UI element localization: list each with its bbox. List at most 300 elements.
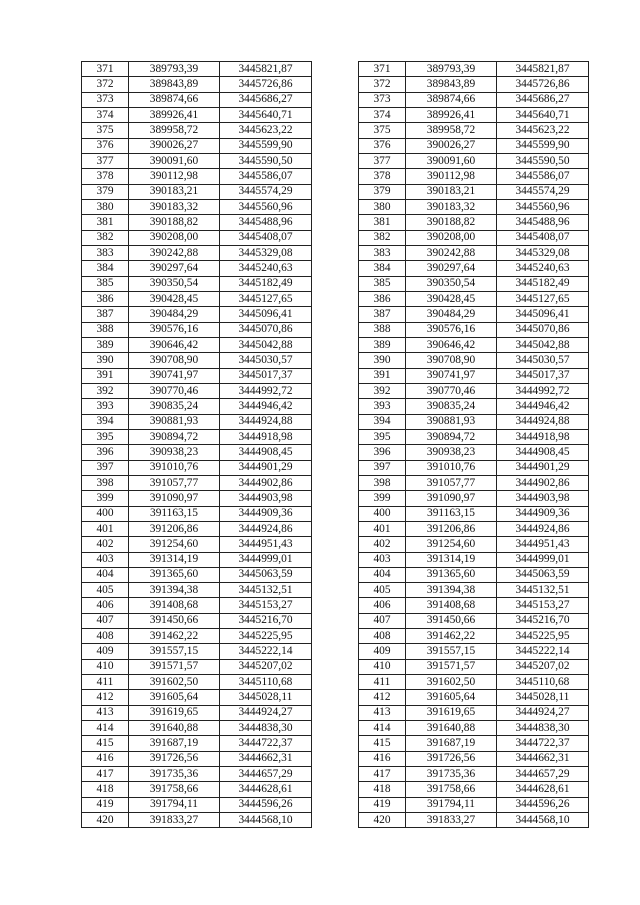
y-coordinate-cell: 3444657,29 [497,767,589,782]
table-row [82,123,312,138]
x-coordinate-cell: 391394,38 [129,583,220,598]
table-row [359,445,589,460]
table-row [359,307,589,322]
coordinate-table-left-body [82,62,312,828]
x-coordinate-cell: 391314,19 [406,552,497,567]
y-coordinate-cell: 3445042,88 [497,337,589,352]
y-coordinate-cell: 3444924,27 [497,705,589,720]
table-row [359,291,589,306]
point-number-cell: 411 [359,675,406,690]
table-row [359,767,589,782]
x-coordinate-cell: 390770,46 [406,383,497,398]
y-coordinate-cell: 3445017,37 [220,368,312,383]
point-number-cell: 416 [82,751,129,766]
y-coordinate-cell: 3445153,27 [220,598,312,613]
x-coordinate-cell: 390183,32 [406,199,497,214]
y-coordinate-cell: 3444924,88 [497,414,589,429]
table-row [359,245,589,260]
y-coordinate-cell: 3444999,01 [497,552,589,567]
point-number-cell: 380 [359,199,406,214]
point-number-cell: 381 [359,215,406,230]
table-row [359,537,589,552]
y-coordinate-cell: 3445182,49 [220,276,312,291]
x-coordinate-cell: 390297,64 [129,261,220,276]
point-number-cell: 382 [82,230,129,245]
x-coordinate-cell: 391687,19 [406,736,497,751]
point-number-cell: 412 [82,690,129,705]
y-coordinate-cell: 3445590,50 [220,153,312,168]
table-row [359,368,589,383]
table-row [82,690,312,705]
point-number-cell: 410 [359,659,406,674]
y-coordinate-cell: 3445182,49 [497,276,589,291]
y-coordinate-cell: 3444596,26 [220,797,312,812]
table-row [82,567,312,582]
y-coordinate-cell: 3444722,37 [497,736,589,751]
y-coordinate-cell: 3445017,37 [497,368,589,383]
point-number-cell: 385 [82,276,129,291]
y-coordinate-cell: 3445030,57 [497,353,589,368]
y-coordinate-cell: 3445110,68 [497,675,589,690]
table-row [359,751,589,766]
point-number-cell: 418 [359,782,406,797]
table-row [82,797,312,812]
x-coordinate-cell: 391462,22 [406,629,497,644]
point-number-cell: 401 [82,521,129,536]
point-number-cell: 397 [359,460,406,475]
table-row [82,445,312,460]
point-number-cell: 371 [359,62,406,77]
y-coordinate-cell: 3444628,61 [497,782,589,797]
point-number-cell: 413 [359,705,406,720]
y-coordinate-cell: 3445574,29 [497,184,589,199]
x-coordinate-cell: 391206,86 [406,521,497,536]
y-coordinate-cell: 3444946,42 [497,399,589,414]
point-number-cell: 378 [359,169,406,184]
x-coordinate-cell: 390091,60 [129,153,220,168]
y-coordinate-cell: 3445560,96 [220,199,312,214]
x-coordinate-cell: 391571,57 [406,659,497,674]
y-coordinate-cell: 3445070,86 [497,322,589,337]
y-coordinate-cell: 3445640,71 [497,107,589,122]
x-coordinate-cell: 390484,29 [129,307,220,322]
y-coordinate-cell: 3444908,45 [497,445,589,460]
x-coordinate-cell: 391602,50 [406,675,497,690]
y-coordinate-cell: 3445207,02 [220,659,312,674]
y-coordinate-cell: 3445821,87 [497,62,589,77]
x-coordinate-cell: 390428,45 [129,291,220,306]
y-coordinate-cell: 3445640,71 [220,107,312,122]
point-number-cell: 386 [82,291,129,306]
x-coordinate-cell: 390646,42 [129,337,220,352]
table-row [359,675,589,690]
x-coordinate-cell: 391057,77 [406,475,497,490]
point-number-cell: 390 [82,353,129,368]
x-coordinate-cell: 391314,19 [129,552,220,567]
x-coordinate-cell: 391758,66 [129,782,220,797]
point-number-cell: 372 [82,77,129,92]
y-coordinate-cell: 3444909,36 [220,506,312,521]
table-row [82,813,312,828]
y-coordinate-cell: 3445574,29 [220,184,312,199]
point-number-cell: 387 [82,307,129,322]
table-row [82,629,312,644]
table-row [82,782,312,797]
x-coordinate-cell: 390576,16 [406,322,497,337]
table-row [82,77,312,92]
point-number-cell: 387 [359,307,406,322]
table-row [82,598,312,613]
x-coordinate-cell: 390881,93 [406,414,497,429]
y-coordinate-cell: 3445560,96 [497,199,589,214]
x-coordinate-cell: 391163,15 [129,506,220,521]
point-number-cell: 371 [82,62,129,77]
table-row [82,552,312,567]
x-coordinate-cell: 390188,82 [129,215,220,230]
x-coordinate-cell: 390183,32 [129,199,220,214]
point-number-cell: 405 [82,583,129,598]
y-coordinate-cell: 3445623,22 [220,123,312,138]
x-coordinate-cell: 390112,98 [129,169,220,184]
table-row [82,383,312,398]
point-number-cell: 402 [359,537,406,552]
y-coordinate-cell: 3445590,50 [497,153,589,168]
table-row [359,690,589,705]
y-coordinate-cell: 3444992,72 [220,383,312,398]
x-coordinate-cell: 390646,42 [406,337,497,352]
point-number-cell: 383 [359,245,406,260]
y-coordinate-cell: 3445408,07 [220,230,312,245]
table-row [82,583,312,598]
y-coordinate-cell: 3444946,42 [220,399,312,414]
x-coordinate-cell: 391619,65 [406,705,497,720]
table-row [82,230,312,245]
y-coordinate-cell: 3444657,29 [220,767,312,782]
point-number-cell: 419 [359,797,406,812]
y-coordinate-cell: 3444838,30 [497,721,589,736]
table-row [82,414,312,429]
y-coordinate-cell: 3445225,95 [220,629,312,644]
y-coordinate-cell: 3445070,86 [220,322,312,337]
table-row [359,552,589,567]
y-coordinate-cell: 3445132,51 [497,583,589,598]
y-coordinate-cell: 3444951,43 [497,537,589,552]
table-row [82,721,312,736]
x-coordinate-cell: 391735,36 [406,767,497,782]
table-row [359,644,589,659]
x-coordinate-cell: 389793,39 [406,62,497,77]
x-coordinate-cell: 391833,27 [406,813,497,828]
point-number-cell: 382 [359,230,406,245]
point-number-cell: 393 [82,399,129,414]
coordinate-table-right-body [359,62,589,828]
x-coordinate-cell: 391640,88 [129,721,220,736]
x-coordinate-cell: 390894,72 [406,429,497,444]
table-row [82,767,312,782]
point-number-cell: 408 [359,629,406,644]
point-number-cell: 392 [82,383,129,398]
table-row [82,62,312,77]
x-coordinate-cell: 391619,65 [129,705,220,720]
x-coordinate-cell: 391010,76 [129,460,220,475]
table-row [359,215,589,230]
table-row [82,736,312,751]
table-row [82,138,312,153]
y-coordinate-cell: 3444628,61 [220,782,312,797]
table-row [359,169,589,184]
y-coordinate-cell: 3445329,08 [220,245,312,260]
y-coordinate-cell: 3444924,86 [220,521,312,536]
table-row [82,153,312,168]
y-coordinate-cell: 3445110,68 [220,675,312,690]
y-coordinate-cell: 3444918,98 [220,429,312,444]
point-number-cell: 384 [359,261,406,276]
point-number-cell: 407 [359,613,406,628]
point-number-cell: 372 [359,77,406,92]
point-number-cell: 398 [359,475,406,490]
x-coordinate-cell: 390576,16 [129,322,220,337]
y-coordinate-cell: 3445028,11 [497,690,589,705]
table-row [359,782,589,797]
y-coordinate-cell: 3444999,01 [220,552,312,567]
point-number-cell: 417 [359,767,406,782]
x-coordinate-cell: 390835,24 [406,399,497,414]
y-coordinate-cell: 3444992,72 [497,383,589,398]
point-number-cell: 384 [82,261,129,276]
y-coordinate-cell: 3445030,57 [220,353,312,368]
table-row [82,261,312,276]
y-coordinate-cell: 3445599,90 [220,138,312,153]
point-number-cell: 380 [82,199,129,214]
x-coordinate-cell: 390242,88 [406,245,497,260]
y-coordinate-cell: 3445222,14 [220,644,312,659]
point-number-cell: 414 [82,721,129,736]
y-coordinate-cell: 3445096,41 [497,307,589,322]
y-coordinate-cell: 3444568,10 [220,813,312,828]
table-row [359,583,589,598]
table-row [82,107,312,122]
x-coordinate-cell: 390708,90 [129,353,220,368]
point-number-cell: 401 [359,521,406,536]
y-coordinate-cell: 3445686,27 [220,92,312,107]
y-coordinate-cell: 3445408,07 [497,230,589,245]
table-row [82,276,312,291]
point-number-cell: 398 [82,475,129,490]
y-coordinate-cell: 3445153,27 [497,598,589,613]
point-number-cell: 385 [359,276,406,291]
y-coordinate-cell: 3444909,36 [497,506,589,521]
table-row [82,215,312,230]
point-number-cell: 420 [359,813,406,828]
point-number-cell: 388 [359,322,406,337]
point-number-cell: 388 [82,322,129,337]
x-coordinate-cell: 390208,00 [129,230,220,245]
table-row [82,659,312,674]
table-row [359,276,589,291]
point-number-cell: 390 [359,353,406,368]
point-number-cell: 373 [359,92,406,107]
y-coordinate-cell: 3444662,31 [497,751,589,766]
coordinate-table-left [81,61,312,828]
x-coordinate-cell: 389958,72 [406,123,497,138]
x-coordinate-cell: 391057,77 [129,475,220,490]
y-coordinate-cell: 3445586,07 [497,169,589,184]
point-number-cell: 379 [82,184,129,199]
table-row [82,705,312,720]
table-row [82,537,312,552]
x-coordinate-cell: 391605,64 [129,690,220,705]
point-number-cell: 416 [359,751,406,766]
point-number-cell: 406 [359,598,406,613]
table-row [82,92,312,107]
point-number-cell: 377 [82,153,129,168]
table-row [359,337,589,352]
point-number-cell: 420 [82,813,129,828]
y-coordinate-cell: 3445028,11 [220,690,312,705]
table-row [359,92,589,107]
point-number-cell: 400 [359,506,406,521]
x-coordinate-cell: 391557,15 [406,644,497,659]
point-number-cell: 383 [82,245,129,260]
x-coordinate-cell: 390183,21 [406,184,497,199]
point-number-cell: 408 [82,629,129,644]
y-coordinate-cell: 3445488,96 [220,215,312,230]
y-coordinate-cell: 3444924,88 [220,414,312,429]
x-coordinate-cell: 390188,82 [406,215,497,230]
x-coordinate-cell: 389874,66 [406,92,497,107]
x-coordinate-cell: 391090,97 [129,491,220,506]
x-coordinate-cell: 389793,39 [129,62,220,77]
point-number-cell: 399 [359,491,406,506]
table-row [359,797,589,812]
y-coordinate-cell: 3445240,63 [497,261,589,276]
point-number-cell: 391 [82,368,129,383]
y-coordinate-cell: 3444838,30 [220,721,312,736]
x-coordinate-cell: 390741,97 [406,368,497,383]
y-coordinate-cell: 3444596,26 [497,797,589,812]
y-coordinate-cell: 3444901,29 [220,460,312,475]
x-coordinate-cell: 390208,00 [406,230,497,245]
x-coordinate-cell: 390112,98 [406,169,497,184]
y-coordinate-cell: 3445726,86 [220,77,312,92]
point-number-cell: 402 [82,537,129,552]
table-row [359,629,589,644]
point-number-cell: 381 [82,215,129,230]
table-row [82,675,312,690]
x-coordinate-cell: 391450,66 [406,613,497,628]
point-number-cell: 395 [82,429,129,444]
x-coordinate-cell: 391735,36 [129,767,220,782]
point-number-cell: 407 [82,613,129,628]
table-row [359,414,589,429]
coordinate-table-right [358,61,589,828]
table-row [82,169,312,184]
x-coordinate-cell: 390835,24 [129,399,220,414]
table-row [82,368,312,383]
table-row [82,353,312,368]
x-coordinate-cell: 389843,89 [406,77,497,92]
x-coordinate-cell: 391640,88 [406,721,497,736]
x-coordinate-cell: 390183,21 [129,184,220,199]
x-coordinate-cell: 389926,41 [406,107,497,122]
table-row [359,62,589,77]
x-coordinate-cell: 391794,11 [129,797,220,812]
table-row [82,491,312,506]
y-coordinate-cell: 3445599,90 [497,138,589,153]
x-coordinate-cell: 391557,15 [129,644,220,659]
table-row [359,721,589,736]
x-coordinate-cell: 391163,15 [406,506,497,521]
x-coordinate-cell: 390026,27 [129,138,220,153]
point-number-cell: 389 [82,337,129,352]
x-coordinate-cell: 391206,86 [129,521,220,536]
point-number-cell: 396 [359,445,406,460]
table-row [359,230,589,245]
x-coordinate-cell: 390938,23 [406,445,497,460]
x-coordinate-cell: 391450,66 [129,613,220,628]
point-number-cell: 415 [359,736,406,751]
point-number-cell: 414 [359,721,406,736]
y-coordinate-cell: 3444902,86 [220,475,312,490]
point-number-cell: 375 [82,123,129,138]
point-number-cell: 377 [359,153,406,168]
point-number-cell: 394 [82,414,129,429]
point-number-cell: 395 [359,429,406,444]
x-coordinate-cell: 390770,46 [129,383,220,398]
y-coordinate-cell: 3445063,59 [220,567,312,582]
table-row [359,506,589,521]
y-coordinate-cell: 3445586,07 [220,169,312,184]
table-row [359,491,589,506]
table-row [82,399,312,414]
point-number-cell: 418 [82,782,129,797]
point-number-cell: 396 [82,445,129,460]
x-coordinate-cell: 391408,68 [406,598,497,613]
point-number-cell: 379 [359,184,406,199]
table-row [359,705,589,720]
y-coordinate-cell: 3445096,41 [220,307,312,322]
table-row [82,521,312,536]
y-coordinate-cell: 3444902,86 [497,475,589,490]
table-row [82,307,312,322]
x-coordinate-cell: 390894,72 [129,429,220,444]
point-number-cell: 419 [82,797,129,812]
point-number-cell: 389 [359,337,406,352]
table-row [82,613,312,628]
x-coordinate-cell: 389874,66 [129,92,220,107]
x-coordinate-cell: 389926,41 [129,107,220,122]
table-row [359,184,589,199]
point-number-cell: 375 [359,123,406,138]
x-coordinate-cell: 390881,93 [129,414,220,429]
y-coordinate-cell: 3445127,65 [220,291,312,306]
table-row [82,506,312,521]
table-row [359,813,589,828]
table-row [359,429,589,444]
point-number-cell: 393 [359,399,406,414]
y-coordinate-cell: 3444924,27 [220,705,312,720]
y-coordinate-cell: 3445726,86 [497,77,589,92]
table-row [82,429,312,444]
table-row [359,153,589,168]
y-coordinate-cell: 3445216,70 [497,613,589,628]
point-number-cell: 378 [82,169,129,184]
x-coordinate-cell: 391794,11 [406,797,497,812]
point-number-cell: 410 [82,659,129,674]
table-row [359,107,589,122]
x-coordinate-cell: 391605,64 [406,690,497,705]
x-coordinate-cell: 391833,27 [129,813,220,828]
